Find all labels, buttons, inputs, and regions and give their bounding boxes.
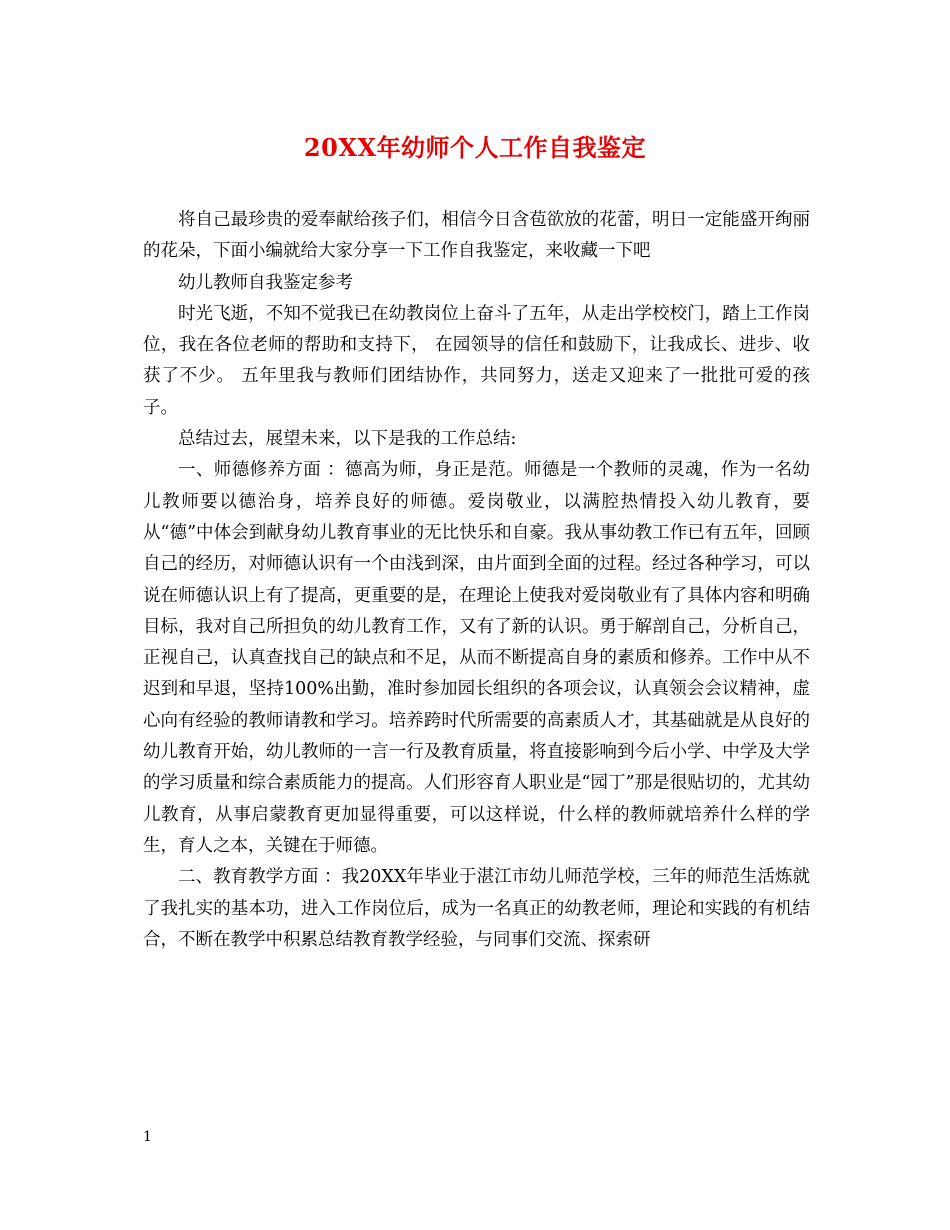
paragraph-summary-lead: 总结过去，展望未来，以下是我的工作总结: <box>178 429 517 450</box>
document-body <box>143 205 810 956</box>
paragraph-intro: 将自己最珍贵的爱奉献给孩子们，相信今日含苞欲放的花蕾，明日一定能盛开绚丽的花朵，下面小编就给大家分享一下工作自我鉴定，来收藏一下吧 <box>143 210 810 262</box>
paragraph-overview: 时光飞逝，不知不觉我已在幼教岗位上奋斗了五年，从走出学校校门，踏上工作岗位，我在各位老师的帮助和支持下， 在园领导的信任和鼓励下，让我成长、进步、收获了不少。 五年里我与教师们团结协作，共同努力，送走又迎来了一批批可爱的孩子。 <box>143 303 810 418</box>
document-title: 20XX年幼师个人工作自我鉴定 <box>303 133 647 162</box>
paragraph-subheading: 幼儿教师自我鉴定参考 <box>178 272 353 293</box>
paragraph-section-teaching: 二、教育教学方面 ：我20XX年毕业于湛江市幼儿师范学校，三年的师范生活炼就了我扎实的基本功，进入工作岗位后，成为一名真正的幼教老师，理论和实践的有机结合，不断在教学中积累总结教育教学经验，与同事们交流、探索研 <box>143 867 810 950</box>
paragraph-section-ethics: 一、师德修养方面 ：德高为师，身正是范。师德是一个教师的灵魂，作为一名幼儿教师要以德治身，培养良好的师德。爱岗敬业，以满腔热情投入幼儿教育，要从“德”中体会到献身幼儿教育事业的无比快乐和自豪。我从事幼教工作已有五年，回顾自己的经历，对师德认识有一个由浅到深，由片面到全面的过程。经过各种学习，可以说在师德认识上有了提高，更重要的是，在理论上使我对爱岗敬业有了具体内容和明确目标，我对自己所担负的幼儿教育工作，又有了新的认识。勇于解剖自己，分析自己，正视自己，认真查找自己的缺点和不足，从而不断提高自身的素质和修养。工作中从不迟到和早退，坚持100%出勤，准时参加园长组织的各项会议，认真领会会议精神，虚心向有经验的教师请教和学习。培养跨时代所需要的高素质人才，其基础就是从良好的幼儿教育开始，幼儿教师的一言一行及教育质量，将直接影响到今后小学、中学及大学的学习质量和综合素质能力的提高。人们形容育人职业是“园丁”那是很贴切的，尤其幼儿教育，从事启蒙教育更加显得重要，可以这样说，什么样的教师就培养什么样的学生，育人之本，关键在于师德。 <box>143 460 810 856</box>
page-number: 1 <box>143 1129 152 1145</box>
